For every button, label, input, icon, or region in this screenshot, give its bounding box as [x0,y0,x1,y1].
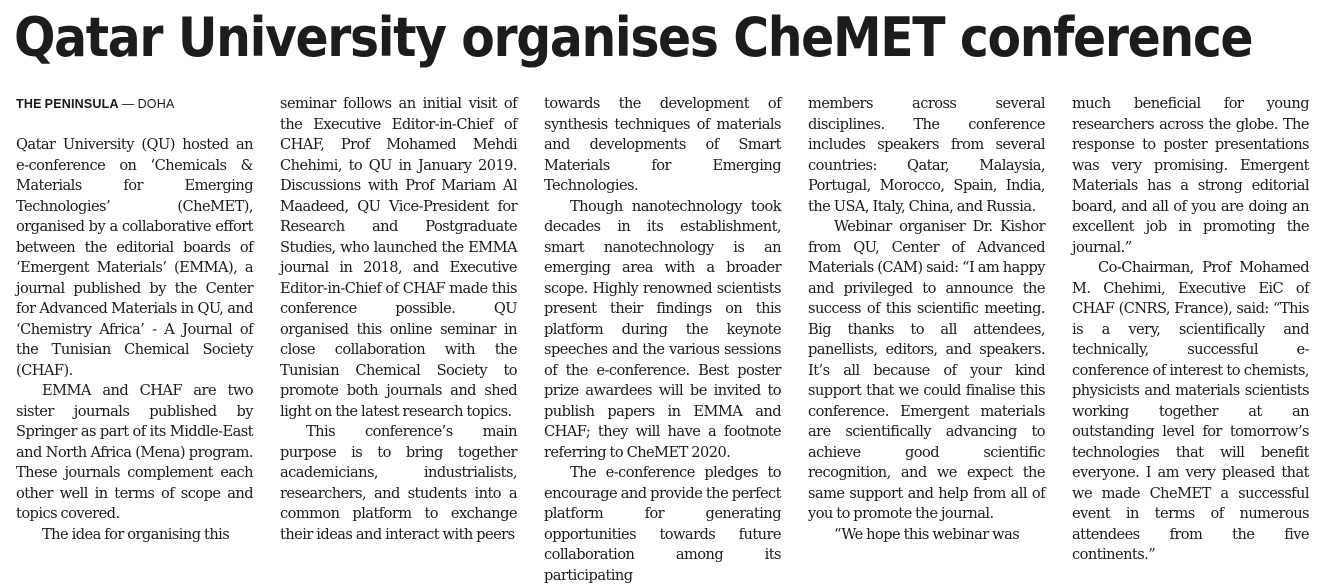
paragraph: much beneficial for young researchers across the globe. The response to poster presentations was very promising. Emergent Materials has a strong editorial board, and all of you are doing an excellent job in promoting the journal.” [1072,95,1309,256]
article-column-3 [544,94,781,586]
article-column-1 [16,94,253,545]
paragraph: EMMA and CHAF are two sister journals published by Springer as part of its Middle-East and North Africa (Mena) program. These journals complement each other well in terms of scope and topics covered. [16,382,253,522]
paragraph: members across several disciplines. The conference includes speakers from several countries: Qatar, Malaysia, Portugal, Morocco, Spain, India, the USA, Italy, China, and Russia. [808,95,1045,215]
paragraph: seminar follows an initial visit of the Executive Editor-in-Chief of CHAF, Prof Mohamed Mehdi Chehimi, to QU in January 2019. Discussions with Prof Mariam Al Maadeed, QU Vice-President for Research and Postgraduate Studies, who launched the EMMA journal in 2018, and Executive Editor-in-Chief of CHAF made this conference possible. QU organised this online seminar in close collaboration with the Tunisian Chemical Society to promote both journals and shed light on the latest research topics. [280,95,517,420]
article-headline: Qatar University organises CheMET conference [14,6,1253,69]
paragraph: The e-conference pledges to encourage and provide the perfect platform for generating opportunities towards future collaboration among its participating [544,464,781,584]
paragraph: towards the development of synthesis techniques of materials and developments of Smart Materials for Emerging Technologies. [544,95,781,194]
byline [16,94,253,114]
paragraph: This conference’s main purpose is to bring together academicians, industrialists, researchers, and students into a common platform to exchange their ideas and interact with peers [280,423,517,543]
paragraph: Though nanotechnology took decades in its establishment, smart nanotechnology is an emerging area with a broader scope. Highly renowned scientists present their findings on this platform during the keynote speeches and the various sessions of the e-conference. Best poster prize awardees will be invited to publish papers in EMMA and CHAF; they will have a footnote referring to CheMET 2020. [544,197,781,461]
byline-location: DOHA [137,97,175,111]
paragraph: Co-Chairman, Prof Mohamed M. Chehimi, Executive EiC of CHAF (CNRS, France), said: “This is a very, scientifically and technically, successful e-conference of interest to chemists, physicists and materials scientists working together at an outstanding level for tomorrow’s technologies that will benefit everyone. I am very pleased that we made CheMET a successful event in terms of numerous attendees from the five continents.” [1072,259,1309,563]
paragraph: The idea for organising this [42,525,230,543]
byline-separator: — [118,97,138,111]
article-column-2 [280,94,517,545]
byline-publication: THE PENINSULA [16,97,119,111]
paragraph: Qatar University (QU) hosted an e-conference on ‘Chemicals & Materials for Emerging Technologies’ (CheMET), organised by a collaborative effort between the editorial boards of ‘Emergent Materials’ (EMMA), a journal published by the Center for Advanced Materials in QU, and ‘Chemistry Africa’ - A Journal of the Tunisian Chemical Society (CHAF). [16,136,253,379]
paragraph: “We hope this webinar was [834,525,1020,543]
article-column-4 [808,94,1045,545]
article-column-5 [1072,94,1309,566]
paragraph: Webinar organiser Dr. Kishor from QU, Center of Advanced Materials (CAM) said: “I am happy and privileged to announce the success of this scientific meeting. Big thanks to all attendees, panellists, editors, and speakers. It’s all because of your kind support that we could finalise this conference. Emergent materials are scientifically advancing to achieve good scientific recognition, and we expect the same support and help from all of you to promote the journal. [808,218,1045,522]
